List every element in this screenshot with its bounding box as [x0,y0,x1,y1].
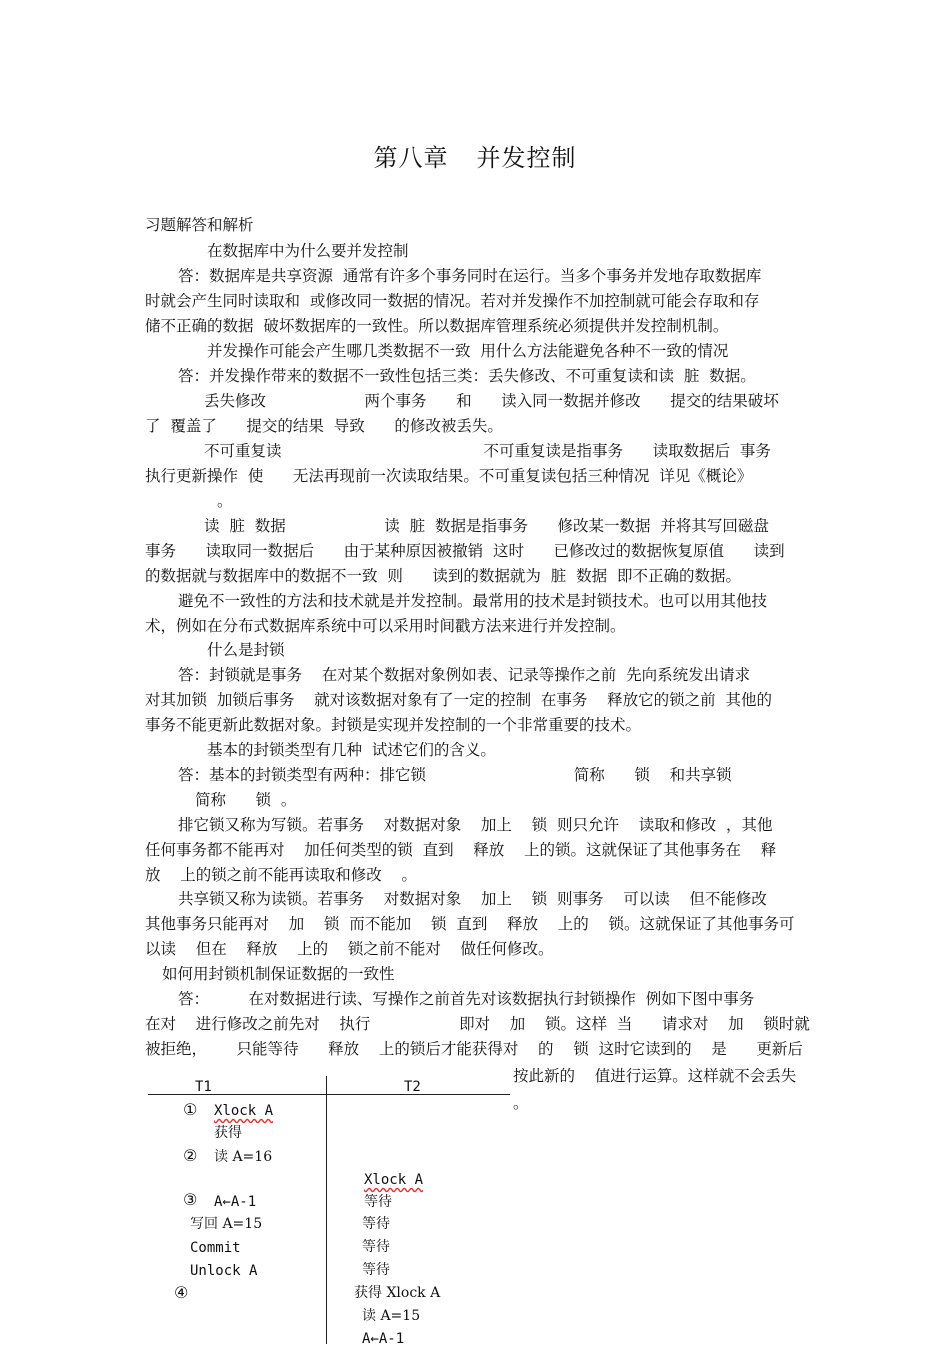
t2-action: 读 A=15 [362,1308,421,1324]
paragraph-line: 术，例如在分布式数据库系统中可以采用时间戳方法来进行并发控制。 [145,617,626,635]
t2-action: A←A-1 [362,1331,405,1347]
chapter-name: 并发控制 [476,144,577,172]
paragraph-line: 被拒绝， 只能等待 释放 上的锁后才能获得对 的 锁 这时它读到的 是 更新后 [145,1040,803,1058]
question-4: 基本的封锁类型有几种 试述它们的含义。 [207,741,496,759]
question-3: 什么是封锁 [207,641,285,659]
table-header-t1: T1 [195,1079,212,1095]
paragraph-line: 排它锁又称为写锁。若事务 对数据对象 加上 锁 则只允许 读取和修改 ，其他 [178,816,773,834]
paragraph-line: 对其加锁 加锁后事务 就对该数据对象有了一定的控制 在事务 释放它的锁之前 其他的 [145,691,772,709]
t1-action: Commit [190,1240,241,1256]
t2-action: 等待 [362,1216,390,1232]
chapter-number: 第八章 [373,144,449,172]
paragraph-line: 答：数据库是共享资源 通常有许多个事务同时在运行。当多个事务并发地存取数据库 [178,267,762,285]
paragraph-line: 放 上的锁之前不能再读取和修改 。 [145,866,417,884]
t2-action: Xlock A [364,1172,424,1188]
table-header-t2: T2 [404,1079,421,1095]
t1-action: Unlock A [190,1263,258,1279]
paragraph-line: 共享锁又称为读锁。若事务 对数据对象 加上 锁 则事务 可以读 但不能修改 [178,890,767,908]
paragraph-line: 丢失修改 两个事务 和 读入同一数据并修改 提交的结果破坏 [204,392,779,410]
t2-action: 等待 [364,1194,392,1210]
paragraph-line: 任何事务都不能再对 加任何类型的锁 直到 释放 上的锁。这就保证了其他事务在 释 [145,841,777,859]
paragraph-line: 简称 锁 。 [195,791,297,809]
paragraph-line: 了 覆盖了 提交的结果 导致 的修改被丢失。 [145,417,503,435]
paragraph-line: 事务不能更新此数据对象。封锁是实现并发控制的一个非常重要的技术。 [145,716,642,734]
paragraph-line: 答：基本的封锁类型有两种：排它锁 简称 锁 和共享锁 [178,766,732,784]
t2-action: 等待 [362,1239,390,1255]
paragraph-line: 以读 但在 释放 上的 锁之前不能对 做任何修改。 [145,940,554,958]
t2-action: 等待 [362,1262,390,1278]
paragraph-line: 储不正确的数据 破坏数据库的一致性。所以数据库管理系统必须提供并发控制机制。 [145,317,729,335]
step-marker: ② [183,1146,198,1165]
question-1: 在数据库中为什么要并发控制 [207,242,409,260]
paragraph-line: 读 脏 数据 读 脏 数据是指事务 修改某一数据 并将其写回磁盘 [204,517,769,535]
paragraph-line: 答：封锁就是事务 在对某个数据对象例如表、记录等操作之前 先向系统发出请求 [178,666,751,684]
t1-action: 写回 A=15 [190,1216,263,1232]
paragraph-line: 其他事务只能再对 加 锁 而不能加 锁 直到 释放 上的 锁。这就保证了其他事务可 [145,915,795,933]
paragraph-line: 避免不一致性的方法和技术就是并发控制。最常用的技术是封锁技术。也可以用其他技 [178,592,768,610]
paragraph-line: 时就会产生同时读取和 或修改同一数据的情况。若对并发操作不加控制就可能会存取和存 [145,292,760,310]
question-5: 如何用封锁机制保证数据的一致性 [162,965,395,983]
paragraph-line: 答：并发操作带来的数据不一致性包括三类：丢失修改、不可重复读和读 脏 数据。 [178,367,756,385]
paragraph-line: 。 [513,1094,529,1112]
t2-action: 获得 Xlock A [354,1285,441,1301]
paragraph-line: 。 [217,492,233,510]
step-marker: ① [183,1100,198,1119]
t1-action: Xlock A [214,1103,274,1119]
t1-action: 获得 [214,1125,242,1141]
paragraph-line: 事务 读取同一数据后 由于某种原因被撤销 这时 已修改过的数据恢复原值 读到 [145,542,785,560]
paragraph-line: 不可重复读 不可重复读是指事务 读取数据后 事务 [204,442,771,460]
t1-action: A←A-1 [214,1194,257,1210]
t1-action: 读 A=16 [214,1149,273,1165]
step-marker: ④ [174,1283,189,1302]
step-marker: ③ [183,1190,198,1209]
paragraph-line: 的数据就与数据库中的数据不一致 则 读到的数据就为 脏 数据 即不正确的数据。 [145,567,741,585]
paragraph-line: 答： 在对数据进行读、写操作之前首先对该数据执行封锁操作 例如下图中事务 [178,990,755,1008]
paragraph-line: 按此新的 值进行运算。这样就不会丢失 [513,1067,797,1085]
section-heading: 习题解答和解析 [145,216,254,234]
paragraph-line: 执行更新操作 使 无法再现前一次读取结果。不可重复读包括三种情况 详见《概论》 [145,467,753,485]
question-2: 并发操作可能会产生哪几类数据不一致 用什么方法能避免各种不一致的情况 [207,342,729,360]
paragraph-line: 在对 进行修改之前先对 执行 即对 加 锁。这样 当 请求对 加 锁时就 [145,1015,810,1033]
table-column-divider [326,1076,327,1344]
page-title [0,138,950,173]
